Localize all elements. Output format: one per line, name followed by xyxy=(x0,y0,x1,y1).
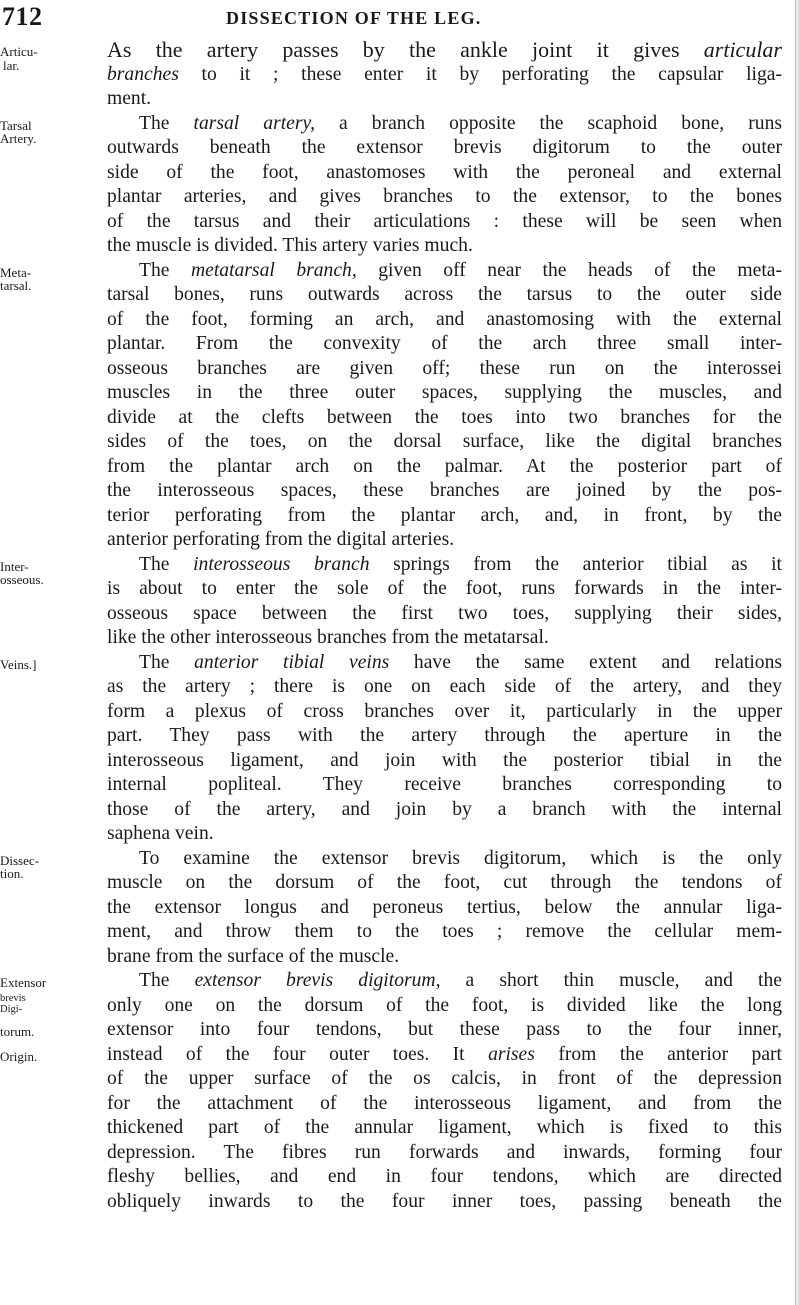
text-line xyxy=(0,920,790,945)
text-line xyxy=(0,798,790,823)
line-content: The anterior tibial veins have the same extent and relations xyxy=(139,651,782,673)
line-content: obliquely inwards to the four inner toes, passing beneath the xyxy=(107,1190,782,1212)
line-content: depression. The fibres run forwards and inwards, forming four xyxy=(107,1141,782,1163)
margin-note: Origin. xyxy=(0,1048,38,1064)
page-title: DISSECTION OF THE LEG. xyxy=(226,8,482,28)
text-line xyxy=(0,455,790,480)
line-content: The tarsal artery, a branch opposite the scaphoid bone, runs xyxy=(139,112,782,134)
line-content: osseous branches are given off; these run on the interossei xyxy=(107,357,782,379)
text-line xyxy=(0,504,790,529)
line-content: only one on the dorsum of the foot, is divided like the long xyxy=(107,994,782,1016)
margin-note: tion. xyxy=(0,866,24,881)
running-head xyxy=(0,2,800,36)
line-content: saphena vein. xyxy=(107,823,214,844)
text-line xyxy=(0,479,790,504)
page-number: 712 xyxy=(2,2,43,31)
text-line xyxy=(0,332,790,357)
line-content: of the tarsus and their articulations : these will be seen when xyxy=(107,210,782,232)
text-line xyxy=(0,357,790,382)
margin-note: Digi- xyxy=(0,1003,23,1015)
text-line xyxy=(0,847,790,872)
text-line xyxy=(0,210,790,235)
margin-note: Meta- xyxy=(0,264,32,280)
line-content: muscles in the three outer spaces, supplying the muscles, and xyxy=(107,382,782,403)
text-line xyxy=(0,553,790,578)
text-line xyxy=(0,406,790,431)
text-line xyxy=(0,381,790,406)
text-line xyxy=(0,773,790,798)
text-line xyxy=(0,1165,790,1190)
line-content: interosseous ligament, and join with the posterior tibial in the xyxy=(107,749,782,771)
line-content: the extensor longus and peroneus tertius, below the annular liga- xyxy=(107,896,782,918)
text-line xyxy=(0,724,790,749)
line-content: osseous space between the first two toes, supplying their sides, xyxy=(107,602,782,624)
line-content: part. They pass with the artery through the aperture in the xyxy=(107,725,782,746)
line-content: ment, and throw them to the toes ; remove the cellular mem- xyxy=(107,921,782,942)
line-content: as the artery ; there is one on each side of the artery, and they xyxy=(107,676,782,697)
text-line xyxy=(0,1141,790,1166)
margin-note: Inter- xyxy=(0,558,29,574)
line-content: terior perforating from the plantar arch, and, in front, by the xyxy=(107,504,782,526)
text-line xyxy=(0,308,790,333)
text-line xyxy=(0,675,790,700)
margin-note: Veins.] xyxy=(0,656,37,672)
margin-note: Articu- xyxy=(0,44,38,59)
line-content: muscle on the dorsum of the foot, cut through the tendons of xyxy=(107,872,782,893)
text-line xyxy=(0,749,790,774)
margin-note: Dissec- xyxy=(0,852,39,868)
text-line xyxy=(0,38,790,63)
text-line xyxy=(0,259,790,284)
line-content: the interosseous spaces, these branches are joined by the pos- xyxy=(107,480,782,501)
line-content: branches to it ; these enter it by perforating the capsular liga- xyxy=(107,63,782,85)
line-content: ment. xyxy=(107,88,152,109)
margin-note: Tarsal xyxy=(0,117,32,133)
text-line xyxy=(0,945,790,970)
line-content: the muscle is divided. This artery varies much. xyxy=(107,235,473,256)
line-content: side of the foot, anastomoses with the peroneal and external xyxy=(107,161,782,183)
text-line xyxy=(0,112,790,137)
text-line xyxy=(0,896,790,921)
text-line xyxy=(0,87,790,112)
line-content: plantar arteries, and gives branches to the extensor, to the bones xyxy=(107,186,782,207)
line-content: of the upper surface of the os calcis, in front of the depression xyxy=(107,1068,782,1089)
text-line xyxy=(0,1116,790,1141)
line-content: internal popliteal. They receive branches corresponding to xyxy=(107,774,782,795)
line-content: The extensor brevis digitorum, a short thin muscle, and the xyxy=(139,970,782,991)
margin-note: Artery. xyxy=(0,131,37,146)
text-line xyxy=(0,1092,790,1117)
line-content: from the plantar arch on the palmar. At the posterior part of xyxy=(107,455,782,477)
text-line xyxy=(0,626,790,651)
text-line xyxy=(0,278,790,308)
text-line xyxy=(0,185,790,210)
text-line xyxy=(0,57,790,88)
text-line xyxy=(0,651,790,676)
margin-note: osseous. xyxy=(0,572,44,587)
text-line xyxy=(0,1043,790,1068)
margin-note: lar. xyxy=(3,57,20,73)
text-line xyxy=(0,602,790,627)
margin-note: brevis xyxy=(0,992,26,1004)
text-line xyxy=(0,528,790,553)
text-line xyxy=(0,572,790,602)
text-line xyxy=(0,994,790,1019)
text-line xyxy=(0,234,790,259)
line-content: outwards beneath the extensor brevis digitorum to the outer xyxy=(107,137,782,158)
line-content: instead of the four outer toes. It arises from the anterior part xyxy=(107,1043,782,1065)
text-line xyxy=(0,969,790,994)
text-line xyxy=(0,1190,790,1215)
text-line xyxy=(0,430,790,455)
page-edge-line xyxy=(795,0,796,1305)
body-text xyxy=(0,38,790,1214)
margin-note: tarsal. xyxy=(0,278,32,293)
line-content: extensor into four tendons, but these pass to the four inner, xyxy=(107,1019,782,1040)
margin-note: torum. xyxy=(0,1024,35,1039)
text-line xyxy=(0,1067,790,1092)
line-content: To examine the extensor brevis digitorum, which is the only xyxy=(139,847,782,869)
text-line xyxy=(0,161,790,186)
line-content: The metatarsal branch, given off near the heads of the meta- xyxy=(139,259,782,281)
line-content: of the foot, forming an arch, and anastomosing with the external xyxy=(107,308,782,330)
line-content: fleshy bellies, and end in four tendons, which are directed xyxy=(107,1166,782,1187)
text-line xyxy=(0,822,790,847)
text-line xyxy=(0,866,790,896)
line-content: sides of the toes, on the dorsal surface, like the digital branches xyxy=(107,431,782,452)
text-line xyxy=(0,700,790,725)
line-content: tarsal bones, runs outwards across the tarsus to the outer side xyxy=(107,284,782,305)
line-content: As the artery passes by the ankle joint it gives articular xyxy=(107,37,782,62)
line-content: like the other interosseous branches from the metatarsal. xyxy=(107,627,549,648)
margin-note: Extensor xyxy=(0,975,47,990)
text-line xyxy=(0,1018,790,1043)
line-content: divide at the clefts between the toes into two branches for the xyxy=(107,406,782,428)
line-content: plantar. From the convexity of the arch three small inter- xyxy=(107,333,782,354)
line-content: thickened part of the annular ligament, which is fixed to this xyxy=(107,1117,782,1138)
line-content: those of the artery, and join by a branch with the internal xyxy=(107,798,782,820)
line-content: for the attachment of the interosseous ligament, and from the xyxy=(107,1092,782,1114)
text-line xyxy=(0,131,790,161)
line-content: anterior perforating from the digital arteries. xyxy=(107,529,455,550)
line-content: form a plexus of cross branches over it, particularly in the upper xyxy=(107,700,782,722)
line-content: The interosseous branch springs from the anterior tibial as it xyxy=(139,553,782,575)
line-content: is about to enter the sole of the foot, runs forwards in the inter- xyxy=(107,578,782,599)
line-content: brane from the surface of the muscle. xyxy=(107,945,400,967)
